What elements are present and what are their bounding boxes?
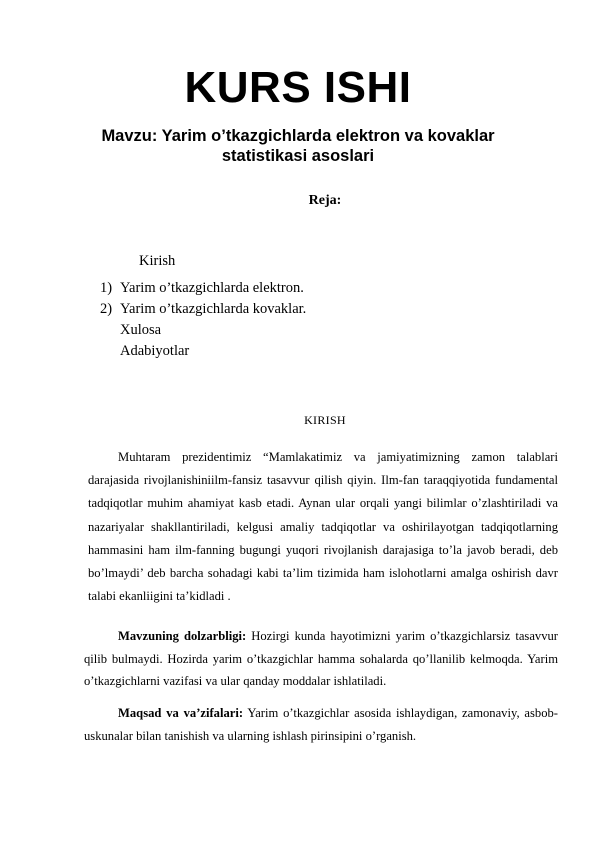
plan-item-number: 2) [100,301,113,317]
document-subtitle: Mavzu: Yarim o’tkazgichlarda elektron va kovaklar statistikasi asoslari [101,127,495,165]
plan-item-label: Xulosa [120,322,162,338]
relevance-text: Hozirgi kunda hayotimizni yarim o’tkazgichlarsiz tasavvur qilib bulmaydi. Hozirda yarim o’tkazgichlar hamma sohalarda qo’llanilib kelmoqda. Yarim o’tkazgichlarni vazifasi va ular qanday moddalar ishlatiladi. [84,629,558,689]
goals-text: Yarim o’tkazgichlar asosida ishlaydigan, zamonaviy, asbob-uskunalar bilan tanishish va ularning ishlash pirinsipini o’rganish. [84,706,558,743]
plan-item-label: Kirish [139,253,176,269]
plan-item-label: Yarim o’tkazgichlarda elektron. [120,280,304,296]
plan-heading: Reja: [308,193,342,208]
document-title: KURS ISHI [184,63,412,112]
plan-item-electron [100,279,304,298]
goals-label: Maqsad va va’zifalari: [118,706,244,720]
plan-item-references [120,342,189,361]
plan-item-number: 1) [100,280,113,296]
plan-item-label: Yarim o’tkazgichlarda kovaklar. [120,301,307,317]
plan-item-label: Adabiyotlar [120,343,190,359]
plan-item-intro [139,252,175,271]
section-heading: KIRISH [304,413,346,427]
intro-paragraph: Muhtaram prezidentimiz “Mamlakatimiz va jamiyatimizning zamon talablari darajasida rivojlanishiniilm-fansiz tasavvur qilish qiyin. Ilm-fan taraqqiyotida fundamental tadqiqotlar muhim ahamiyat kasb etadi. Aynan ular orqali yangi bilimlar o’zlashtiriladi va nazariyalar shakllantiriladi, kelgusi amaliy tadqiqotlar va oshirilayotgan tadqiqotlarning hammasini ham ilm-fanning bugungi yuqori rivojlanish darajasiga to’la javob beradi, deb bo’lmaydi’ deb barcha sohadagi kabi ta’lim tizimida ham islohotlarni amalga oshirish davr talabi ekanliigini ta’kidladi . [88,450,558,604]
plan-item-conclusion [120,321,161,340]
plan-item-holes [100,300,306,319]
goals-paragraph [84,702,558,748]
relevance-label: Mavzuning dolzarbligi: [118,629,247,643]
relevance-paragraph [84,625,558,693]
